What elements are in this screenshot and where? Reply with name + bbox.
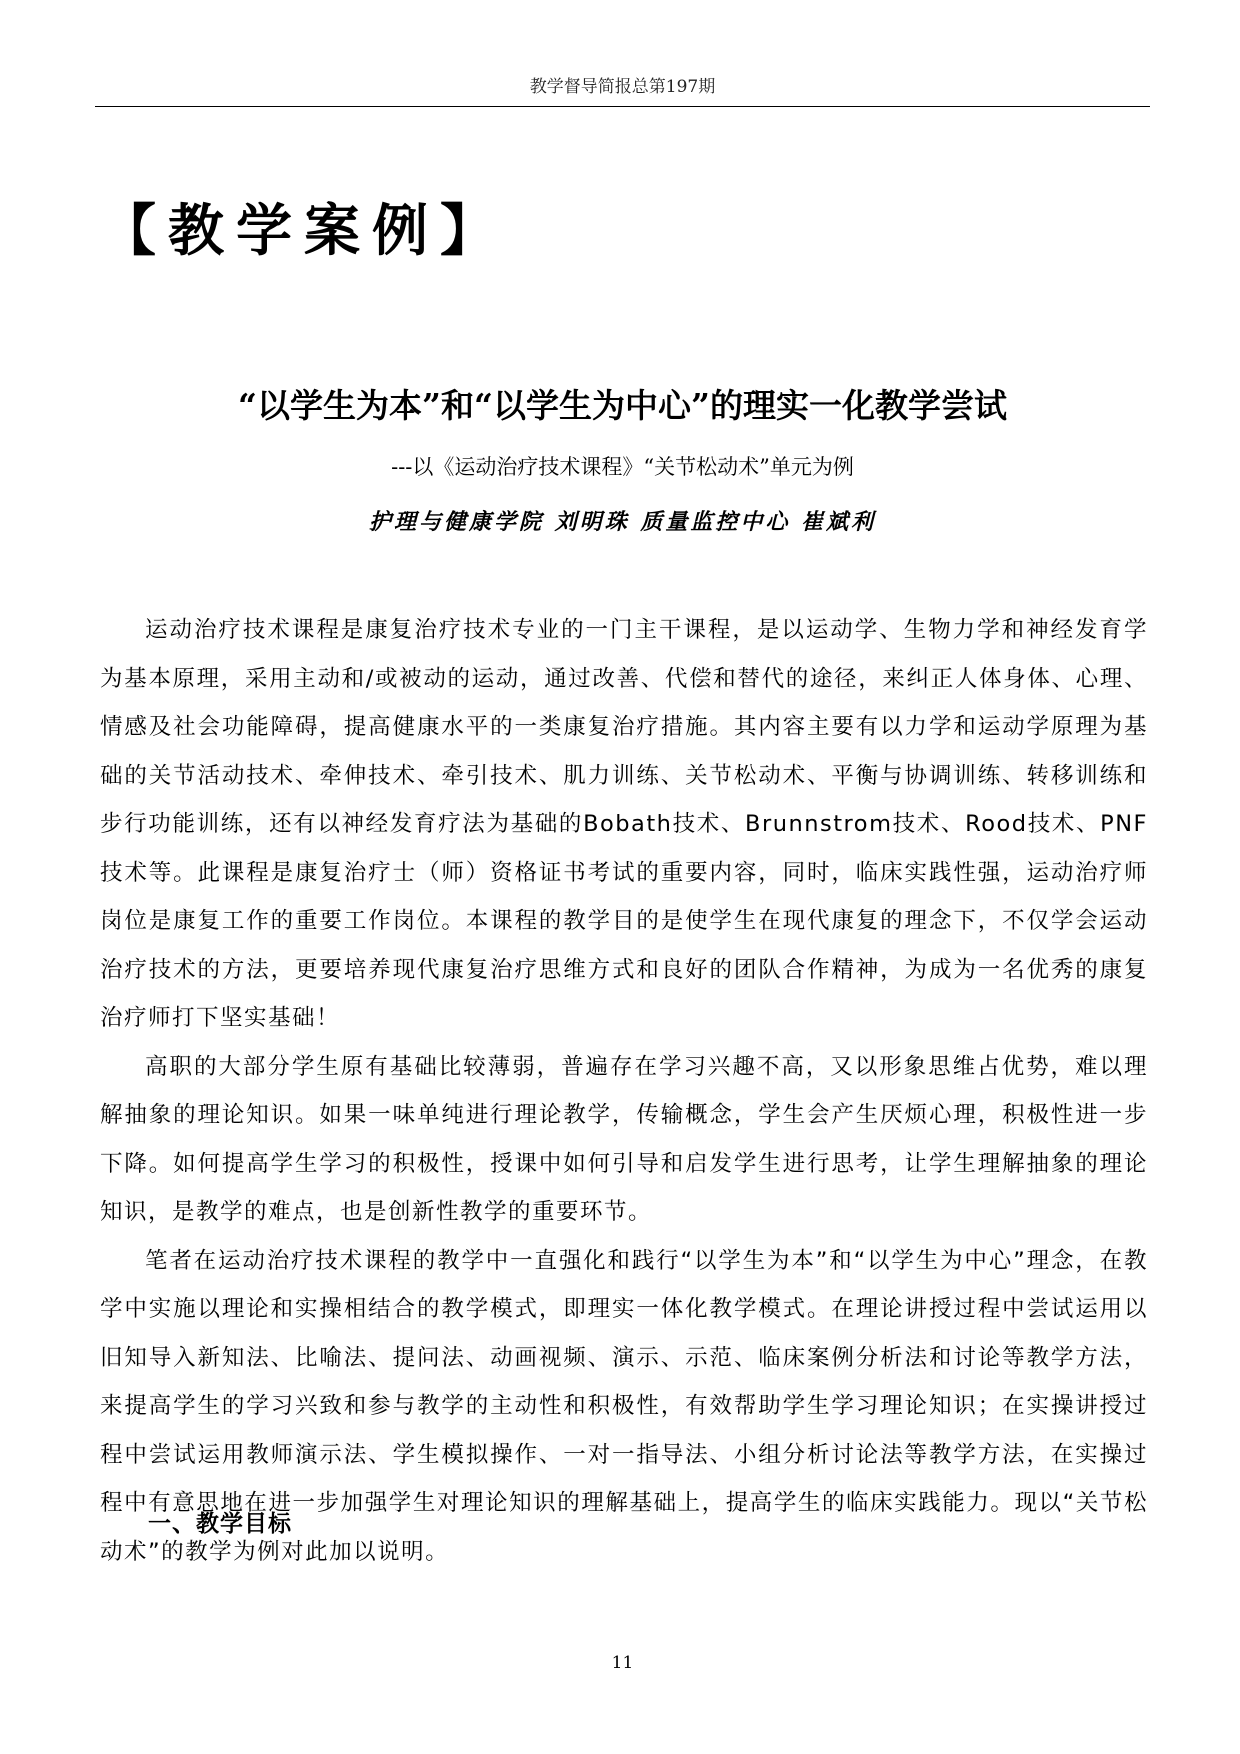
article-title: “以学生为本”和“以学生为中心”的理实一化教学尝试 [238,386,1007,425]
running-header: 教学督导简报总第197期 [529,77,716,97]
section-tag: 【教学案例】 [100,199,508,264]
header-divider [95,106,1150,107]
section-heading: 一、教学目标 [148,1511,292,1537]
body-paragraph: 高职的大部分学生原有基础比较薄弱，普遍存在学习兴趣不高，又以形象思维占优势，难以理解抽象的理论知识。如果一味单纯进行理论教学，传输概念，学生会产生厌烦心理，积极性进一步下降。如何提高学生学习的积极性，授课中如何引导和启发学生进行思考，让学生理解抽象的理论知识，是教学的难点，也是创新性教学的重要环节。 [100,1053,1148,1225]
article-body [100,606,1148,1576]
body-paragraph: 运动治疗技术课程是康复治疗技术专业的一门主干课程，是以运动学、生物力学和神经发育学为基本原理，采用主动和/或被动的运动，通过改善、代偿和替代的途径，来纠正人体身体、心理、情感及社会功能障碍，提高健康水平的一类康复治疗措施。其内容主要有以力学和运动学原理为基础的关节活动技术、牵伸技术、牵引技术、肌力训练、关节松动术、平衡与协调训练、转移训练和步行功能训练，还有以神经发育疗法为基础的Bobath技术、Brunnstrom技术、Rood技术、PNF技术等。此课程是康复治疗士（师）资格证书考试的重要内容，同时，临床实践性强，运动治疗师岗位是康复工作的重要工作岗位。本课程的教学目的是使学生在现代康复的理念下，不仅学会运动治疗技术的方法，更要培养现代康复治疗思维方式和良好的团队合作精神，为成为一名优秀的康复治疗师打下坚实基础！ [100,617,1148,1031]
body-paragraph: 笔者在运动治疗技术课程的教学中一直强化和践行“以学生为本”和“以学生为中心”理念，在教学中实施以理论和实操相结合的教学模式，即理实一体化教学模式。在理论讲授过程中尝试运用以旧知导入新知法、比喻法、提问法、动画视频、演示、示范、临床案例分析法和讨论等教学方法，来提高学生的学习兴致和参与教学的主动性和积极性，有效帮助学生学习理论知识；在实操讲授过程中尝试运用教师演示法、学生模拟操作、一对一指导法、小组分析讨论法等教学方法，在实操过程中有意思地在进一步加强学生对理论知识的理解基础上，提高学生的临床实践能力。现以“关节松动术”的教学为例对此加以说明。 [100,1247,1148,1565]
article-subtitle: ---以《运动治疗技术课程》“关节松动术”单元为例 [391,455,854,479]
page-number: 11 [611,1653,634,1673]
article-authors: 护理与健康学院 刘明珠 质量监控中心 崔斌利 [369,509,876,535]
